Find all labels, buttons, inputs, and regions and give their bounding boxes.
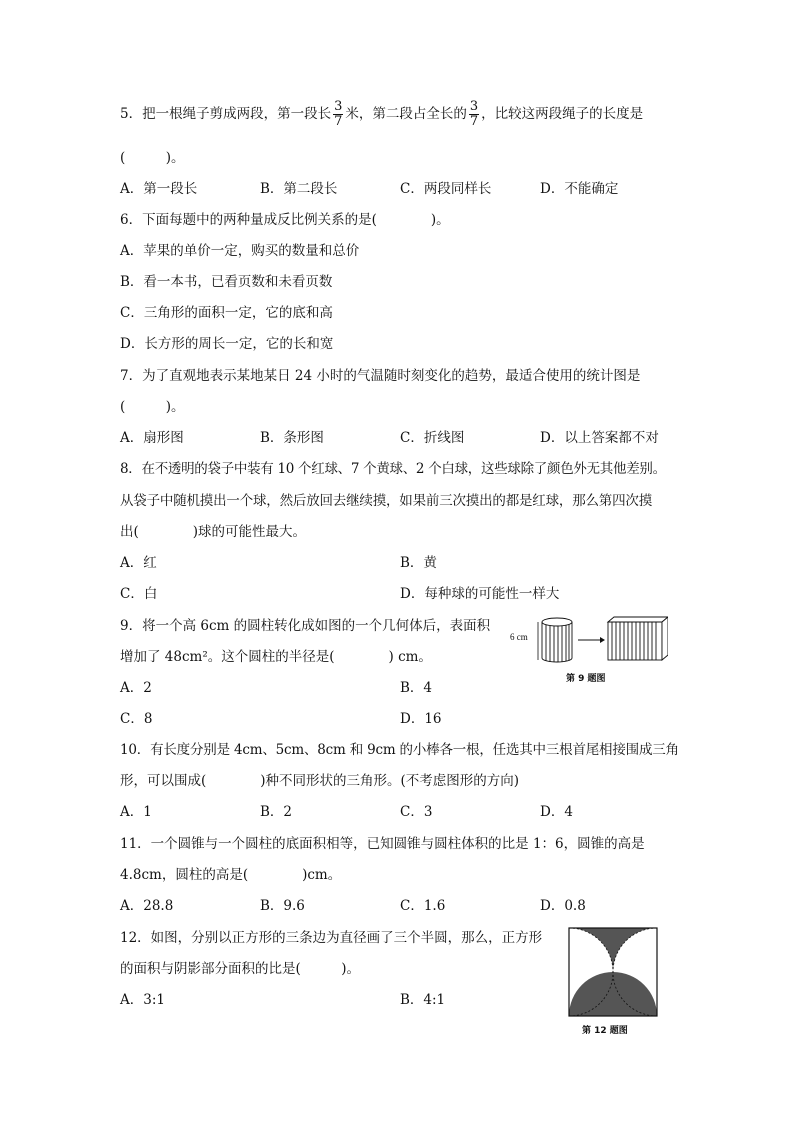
q6-stem: 6．下面每题中的两种量成反比例关系的是( )。 <box>120 212 450 228</box>
q8-stem-line1: 8．在不透明的袋子中装有 10 个红球、7 个黄球、2 个白球，这些球除了颜色外无其他差别。 <box>120 461 666 477</box>
q9-height-label: 6 cm <box>510 632 528 642</box>
q8-option-c[interactable]: C．白 <box>120 586 158 602</box>
q6-option-a[interactable]: A．苹果的单价一定，购买的数量和总价 <box>120 243 360 259</box>
q11-option-a[interactable]: A．28.8 <box>120 898 174 914</box>
q12-option-a[interactable]: A．3:1 <box>120 992 165 1008</box>
q5-fraction-2: $\frac{3}{7}$ <box>469 99 479 129</box>
q10-option-d[interactable]: D．4 <box>540 804 573 820</box>
q10-option-c[interactable]: C．3 <box>400 804 433 820</box>
q5-text-b: 米，第二段占全长的 <box>345 106 467 122</box>
q5-fraction-1: $\frac{3}{7}$ <box>334 99 343 129</box>
q7-option-c[interactable]: C．折线图 <box>400 430 465 446</box>
q9-stem-line1: 9．将一个高 6cm 的圆柱转化成如图的一个几何体后，表面积 <box>120 618 491 634</box>
cylinder-shape <box>542 618 572 662</box>
q6-option-b[interactable]: B．看一本书，已看页数和未看页数 <box>120 274 333 290</box>
q5-option-a[interactable]: A．第一段长 <box>120 181 198 197</box>
q9-stem-line2: 增加了 48cm²。这个圆柱的半径是( ) cm。 <box>120 649 432 665</box>
q12-figure-caption: 第 12 题图 <box>582 1026 628 1036</box>
q10-stem-line2: 形，可以围成( )种不同形状的三角形。(不考虑图形的方向) <box>120 773 520 789</box>
q5-stem-line1 <box>120 100 643 129</box>
q9-option-d[interactable]: D．16 <box>400 711 442 727</box>
q9-figure-caption: 第 9 题图 <box>566 674 606 684</box>
q9-option-c[interactable]: C．8 <box>120 711 153 727</box>
q10-option-b[interactable]: B．2 <box>260 804 293 820</box>
q8-stem-line2: 从袋子中随机摸出一个球，然后放回去继续摸，如果前三次摸出的都是红球，那么第四次摸 <box>120 493 652 509</box>
q12-figure <box>568 927 660 1019</box>
slices-shape <box>608 617 668 660</box>
q9-option-b[interactable]: B．4 <box>400 680 433 696</box>
q12-option-b[interactable]: B．4:1 <box>400 992 446 1008</box>
arrow-right-icon <box>578 637 605 643</box>
q8-stem-line3: 出( )球的可能性最大。 <box>120 524 307 540</box>
q6-option-c[interactable]: C．三角形的面积一定，它的底和高 <box>120 305 333 321</box>
q8-option-b[interactable]: B．黄 <box>400 555 437 571</box>
q7-option-b[interactable]: B．条形图 <box>260 430 324 446</box>
q5-text-c: ，比较这两段绳子的长度是 <box>481 106 644 122</box>
q5-option-d[interactable]: D．不能确定 <box>540 181 619 197</box>
q11-option-d[interactable]: D．0.8 <box>540 898 586 914</box>
q11-stem-line2: 4.8cm，圆柱的高是( )cm。 <box>120 867 342 883</box>
q11-stem-line1: 11．一个圆锥与一个圆柱的底面积相等，已知圆锥与圆柱体积的比是 1：6，圆锥的高是 <box>120 836 645 852</box>
q5-text-a: 5．把一根绳子剪成两段，第一段长 <box>120 106 332 122</box>
q8-option-a[interactable]: A．红 <box>120 555 157 571</box>
q10-stem-line1: 10．有长度分别是 4cm、5cm、8cm 和 9cm 的小棒各一根，任选其中三根首尾相接围成三角 <box>120 742 679 758</box>
q11-option-c[interactable]: C．1.6 <box>400 898 446 914</box>
q7-option-a[interactable]: A．扇形图 <box>120 430 184 446</box>
q9-option-a[interactable]: A．2 <box>120 680 152 696</box>
q8-option-d[interactable]: D．每种球的可能性一样大 <box>400 586 560 602</box>
q12-stem-line2: 的面积与阴影部分面积的比是( )。 <box>120 961 361 977</box>
q10-option-a[interactable]: A．1 <box>120 804 152 820</box>
q5-option-b[interactable]: B．第二段长 <box>260 181 338 197</box>
q11-option-b[interactable]: B．9.6 <box>260 898 305 914</box>
q7-stem-line2: ( )。 <box>120 399 185 415</box>
q9-figure <box>508 612 668 670</box>
q5-stem-line2: ( )。 <box>120 150 185 166</box>
q5-option-c[interactable]: C．两段同样长 <box>400 181 492 197</box>
q6-option-d[interactable]: D．长方形的周长一定，它的长和宽 <box>120 336 334 352</box>
q7-stem-line1: 7．为了直观地表示某地某日 24 小时的气温随时刻变化的趋势，最适合使用的统计图是 <box>120 368 641 384</box>
q12-stem-line1: 12．如图，分别以正方形的三条边为直径画了三个半圆，那么，正方形 <box>120 930 543 946</box>
q7-option-d[interactable]: D．以上答案都不对 <box>540 430 659 446</box>
